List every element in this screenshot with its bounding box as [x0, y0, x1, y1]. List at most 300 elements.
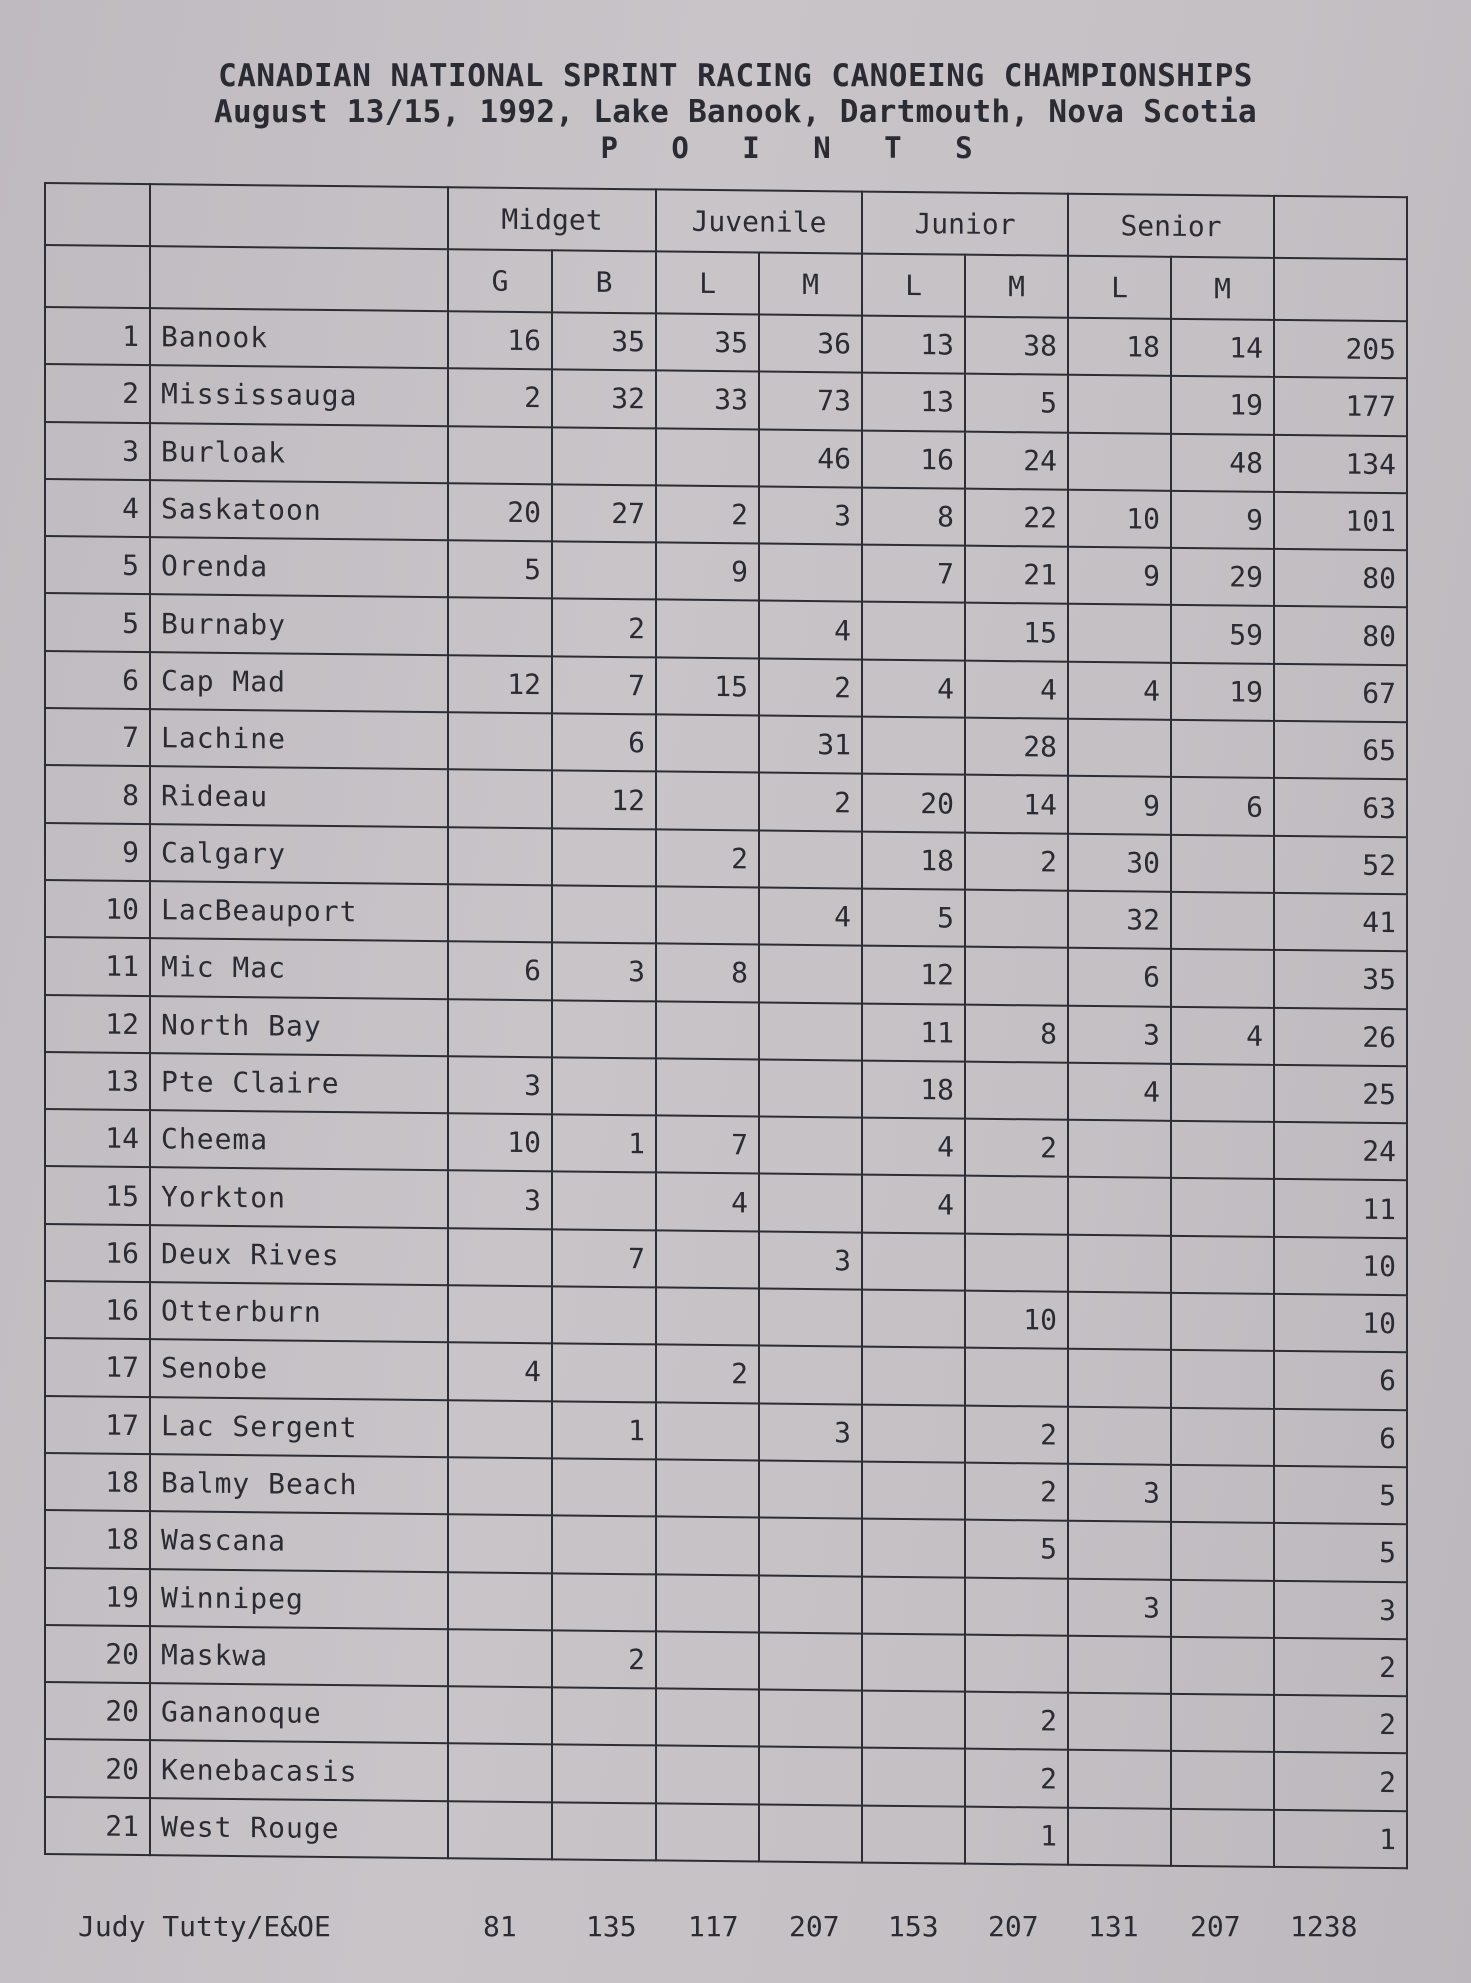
total-cell: 63: [1274, 778, 1407, 837]
score-cell: 2: [965, 1749, 1068, 1807]
score-cell: 2: [759, 773, 862, 831]
total-cell: 5: [1274, 1523, 1407, 1582]
score-cell: 46: [759, 429, 862, 487]
score-cell: [552, 1745, 656, 1803]
rank-cell: 20: [45, 1682, 150, 1740]
points-table: [44, 182, 1408, 1869]
score-cell: [1171, 1236, 1274, 1294]
score-cell: [1068, 1693, 1171, 1751]
footer-total: 207: [1190, 1910, 1241, 1943]
total-cell: 10: [1274, 1237, 1407, 1296]
score-cell: [759, 1002, 862, 1060]
score-cell: 4: [1171, 1006, 1274, 1064]
club-name-cell: Orenda: [150, 537, 448, 597]
score-cell: 59: [1171, 605, 1274, 663]
score-cell: 10: [1068, 490, 1171, 548]
score-cell: 3: [1068, 1464, 1171, 1522]
score-cell: 19: [1171, 376, 1274, 434]
score-cell: 19: [1171, 663, 1274, 721]
score-cell: 3: [448, 1171, 552, 1229]
score-cell: 4: [656, 1173, 759, 1231]
score-cell: 20: [862, 774, 965, 832]
score-cell: [656, 1574, 759, 1632]
total-cell: 2: [1274, 1638, 1407, 1697]
score-cell: 4: [759, 887, 862, 945]
total-cell: 52: [1274, 836, 1407, 895]
score-cell: [759, 1575, 862, 1633]
total-cell: 2: [1274, 1752, 1407, 1811]
score-cell: [656, 1001, 759, 1059]
score-cell: [1068, 1750, 1171, 1808]
footer-author: Judy Tutty/E&OE: [78, 1910, 331, 1943]
score-cell: 6: [552, 713, 656, 771]
score-cell: [965, 1348, 1068, 1406]
score-cell: 48: [1171, 433, 1274, 491]
score-cell: 8: [965, 1004, 1068, 1062]
score-cell: [862, 1347, 965, 1405]
score-cell: 7: [552, 1229, 656, 1287]
score-cell: 27: [552, 484, 656, 542]
club-name-cell: Maskwa: [150, 1626, 448, 1686]
score-cell: [1068, 375, 1171, 433]
score-cell: [656, 1803, 759, 1861]
empty-cell: [1274, 258, 1407, 321]
score-cell: 16: [862, 430, 965, 488]
score-cell: 24: [965, 431, 1068, 489]
club-name-cell: Rideau: [150, 766, 448, 826]
footer-total: 131: [1088, 1910, 1139, 1943]
rank-cell: 21: [45, 1797, 150, 1855]
score-cell: 2: [965, 832, 1068, 890]
score-cell: [552, 1573, 656, 1631]
score-cell: [552, 1000, 656, 1058]
score-cell: 4: [862, 1175, 965, 1233]
score-cell: [552, 1458, 656, 1516]
score-cell: 22: [965, 489, 1068, 547]
title-points: P O I N T S: [600, 131, 991, 165]
score-cell: [1171, 1694, 1274, 1752]
score-cell: [862, 602, 965, 660]
club-name-cell: Balmy Beach: [150, 1454, 448, 1514]
score-cell: 35: [656, 313, 759, 371]
club-name-cell: Mic Mac: [150, 938, 448, 998]
score-cell: [1171, 1579, 1274, 1637]
score-cell: [1171, 1637, 1274, 1695]
score-cell: [656, 714, 759, 772]
score-cell: [448, 827, 552, 885]
score-cell: [759, 1747, 862, 1805]
empty-cell: [45, 245, 150, 308]
score-cell: [965, 890, 1068, 948]
score-cell: 4: [1068, 662, 1171, 720]
category-juvenile: Juvenile: [656, 189, 862, 253]
score-cell: 21: [965, 546, 1068, 604]
subheader-cell: L: [656, 251, 759, 314]
subheader-cell: L: [862, 254, 965, 317]
score-cell: [1068, 1406, 1171, 1464]
score-cell: 13: [862, 316, 965, 374]
score-cell: [1171, 1121, 1274, 1179]
score-cell: 30: [1068, 833, 1171, 891]
score-cell: 35: [552, 312, 656, 370]
score-cell: 8: [656, 944, 759, 1002]
score-cell: [1068, 1292, 1171, 1350]
score-cell: [1068, 1807, 1171, 1865]
score-cell: [862, 1576, 965, 1634]
score-cell: [448, 999, 552, 1057]
rank-cell: 5: [45, 593, 150, 651]
score-cell: [656, 772, 759, 830]
club-name-cell: Mississauga: [150, 365, 448, 425]
score-cell: [448, 770, 552, 828]
score-cell: 2: [656, 829, 759, 887]
club-name-cell: LacBeauport: [150, 881, 448, 941]
score-cell: [862, 1805, 965, 1863]
club-name-cell: Burnaby: [150, 595, 448, 655]
total-cell: 177: [1274, 377, 1407, 436]
score-cell: 4: [1068, 1063, 1171, 1121]
club-name-cell: Gananoque: [150, 1683, 448, 1743]
score-cell: [552, 1802, 656, 1860]
score-cell: 36: [759, 314, 862, 372]
score-cell: [759, 830, 862, 888]
club-name-cell: Yorkton: [150, 1168, 448, 1228]
score-cell: [448, 1400, 552, 1458]
score-cell: [1171, 1809, 1274, 1867]
subheader-cell: M: [1171, 257, 1274, 320]
club-name-cell: Cap Mad: [150, 652, 448, 712]
total-cell: 35: [1274, 950, 1407, 1009]
score-cell: 3: [759, 486, 862, 544]
rank-cell: 13: [45, 1052, 150, 1110]
club-name-cell: Burloak: [150, 423, 448, 483]
score-cell: [552, 1516, 656, 1574]
total-cell: 205: [1274, 320, 1407, 379]
score-cell: 15: [656, 657, 759, 715]
score-cell: [656, 886, 759, 944]
footer-totals: [0, 1910, 1471, 1950]
score-cell: [1068, 1349, 1171, 1407]
score-cell: 13: [862, 373, 965, 431]
score-cell: 33: [656, 371, 759, 429]
score-cell: 4: [965, 660, 1068, 718]
score-cell: [1068, 1636, 1171, 1694]
score-cell: 38: [965, 317, 1068, 375]
score-cell: [1171, 1407, 1274, 1465]
score-cell: [759, 1346, 862, 1404]
club-name-cell: Pte Claire: [150, 1053, 448, 1113]
score-cell: [656, 1459, 759, 1517]
empty-cell: [45, 183, 150, 246]
club-name-cell: Winnipeg: [150, 1569, 448, 1629]
score-cell: [656, 1058, 759, 1116]
total-cell: 6: [1274, 1409, 1407, 1468]
score-cell: [759, 1518, 862, 1576]
score-cell: [656, 1746, 759, 1804]
club-name-cell: West Rouge: [150, 1798, 448, 1858]
score-cell: [1068, 1120, 1171, 1178]
score-cell: 9: [1068, 776, 1171, 834]
category-junior: Junior: [862, 192, 1068, 256]
score-cell: [552, 828, 656, 886]
rank-cell: 17: [45, 1396, 150, 1454]
score-cell: [862, 1404, 965, 1462]
rank-cell: 20: [45, 1625, 150, 1683]
score-cell: 2: [965, 1463, 1068, 1521]
score-cell: 3: [759, 1403, 862, 1461]
score-cell: [1171, 1293, 1274, 1351]
score-cell: 2: [656, 1345, 759, 1403]
score-cell: [965, 1233, 1068, 1291]
score-cell: [448, 1514, 552, 1572]
score-cell: [448, 598, 552, 656]
score-cell: [1171, 1465, 1274, 1523]
score-cell: 12: [862, 946, 965, 1004]
club-name-cell: Lac Sergent: [150, 1397, 448, 1457]
category-midget: Midget: [448, 187, 656, 251]
total-cell: 11: [1274, 1179, 1407, 1238]
score-cell: [448, 1228, 552, 1286]
score-cell: 20: [448, 483, 552, 541]
score-cell: [862, 1462, 965, 1520]
subheader-cell: M: [759, 252, 862, 315]
score-cell: [759, 1804, 862, 1862]
score-cell: [656, 1402, 759, 1460]
score-cell: 4: [862, 1118, 965, 1176]
score-cell: [759, 1117, 862, 1175]
rank-cell: 11: [45, 937, 150, 995]
score-cell: 10: [448, 1113, 552, 1171]
score-cell: [448, 1744, 552, 1802]
total-cell: 80: [1274, 549, 1407, 608]
score-cell: [862, 1748, 965, 1806]
score-cell: 6: [448, 941, 552, 999]
score-cell: 12: [448, 655, 552, 713]
total-cell: 5: [1274, 1466, 1407, 1525]
score-cell: 9: [656, 543, 759, 601]
footer-total: 153: [888, 1910, 939, 1943]
score-cell: 2: [552, 1630, 656, 1688]
empty-cell: [1274, 196, 1407, 259]
rank-cell: 10: [45, 880, 150, 938]
score-cell: [862, 1290, 965, 1348]
score-cell: 3: [448, 1056, 552, 1114]
total-cell: 65: [1274, 721, 1407, 780]
subheader-cell: M: [965, 255, 1068, 318]
score-cell: [1171, 720, 1274, 778]
total-cell: 80: [1274, 606, 1407, 665]
footer-total: 207: [789, 1910, 840, 1943]
score-cell: [448, 1457, 552, 1515]
club-name-cell: Saskatoon: [150, 480, 448, 540]
score-cell: [448, 426, 552, 484]
score-cell: 5: [448, 540, 552, 598]
score-cell: 18: [1068, 318, 1171, 376]
score-cell: 4: [448, 1343, 552, 1401]
rank-cell: 12: [45, 995, 150, 1053]
club-name-cell: Banook: [150, 308, 448, 368]
footer-total: 135: [586, 1910, 637, 1943]
score-cell: [1171, 1064, 1274, 1122]
score-cell: 2: [448, 369, 552, 427]
total-cell: 3: [1274, 1580, 1407, 1639]
rank-cell: 18: [45, 1453, 150, 1511]
club-name-cell: Otterburn: [150, 1282, 448, 1342]
document-header: [0, 58, 1471, 166]
score-cell: [1171, 892, 1274, 950]
score-cell: 4: [862, 659, 965, 717]
score-cell: [552, 1344, 656, 1402]
club-name-cell: North Bay: [150, 996, 448, 1056]
rank-cell: 2: [45, 364, 150, 422]
rank-cell: 14: [45, 1109, 150, 1167]
score-cell: [862, 1633, 965, 1691]
score-cell: [656, 428, 759, 486]
score-cell: [552, 1172, 656, 1230]
title-line-2: August 13/15, 1992, Lake Banook, Dartmouth, Nova Scotia: [214, 94, 1257, 130]
rank-cell: 8: [45, 765, 150, 823]
score-cell: [552, 1057, 656, 1115]
total-cell: 10: [1274, 1294, 1407, 1353]
score-cell: [448, 712, 552, 770]
score-cell: 7: [656, 1116, 759, 1174]
rank-cell: 4: [45, 479, 150, 537]
rank-cell: 16: [45, 1281, 150, 1339]
score-cell: 14: [965, 775, 1068, 833]
club-name-cell: Senobe: [150, 1339, 448, 1399]
empty-cell: [150, 184, 448, 249]
footer-total: 207: [988, 1910, 1039, 1943]
club-name-cell: Calgary: [150, 824, 448, 884]
score-cell: [759, 1174, 862, 1232]
score-cell: [1171, 949, 1274, 1007]
score-cell: 73: [759, 372, 862, 430]
total-cell: 1: [1274, 1810, 1407, 1869]
score-cell: [448, 1801, 552, 1859]
category-senior: Senior: [1068, 194, 1274, 258]
total-cell: 134: [1274, 434, 1407, 493]
total-cell: 101: [1274, 492, 1407, 551]
score-cell: 2: [965, 1405, 1068, 1463]
score-cell: [1068, 1177, 1171, 1235]
score-cell: 11: [862, 1003, 965, 1061]
score-cell: [552, 1687, 656, 1745]
score-cell: 16: [448, 311, 552, 369]
score-cell: [1068, 1234, 1171, 1292]
score-cell: 18: [862, 1060, 965, 1118]
title-line-1: CANADIAN NATIONAL SPRINT RACING CANOEING CHAMPIONSHIPS: [218, 58, 1253, 94]
score-cell: [656, 1689, 759, 1747]
score-cell: [965, 1577, 1068, 1635]
score-cell: 6: [1068, 948, 1171, 1006]
rank-cell: 7: [45, 708, 150, 766]
score-cell: 1: [552, 1401, 656, 1459]
score-cell: 4: [759, 601, 862, 659]
total-cell: 67: [1274, 664, 1407, 723]
score-cell: 9: [1068, 547, 1171, 605]
score-cell: [552, 542, 656, 600]
rank-cell: 20: [45, 1739, 150, 1797]
score-cell: 15: [965, 603, 1068, 661]
score-cell: [759, 945, 862, 1003]
rank-cell: 15: [45, 1166, 150, 1224]
rank-cell: 6: [45, 651, 150, 709]
score-cell: [552, 1286, 656, 1344]
score-cell: 2: [759, 658, 862, 716]
footer-grand-total: 1238: [1290, 1910, 1358, 1943]
club-name-cell: Deux Rives: [150, 1225, 448, 1285]
score-cell: 10: [965, 1291, 1068, 1349]
total-cell: 41: [1274, 893, 1407, 952]
score-cell: [759, 1059, 862, 1117]
score-cell: [656, 1287, 759, 1345]
rank-cell: 16: [45, 1224, 150, 1282]
score-cell: [1068, 719, 1171, 777]
score-cell: [656, 1517, 759, 1575]
total-cell: 25: [1274, 1065, 1407, 1124]
score-cell: 12: [552, 771, 656, 829]
score-cell: [1171, 834, 1274, 892]
score-cell: [1171, 1751, 1274, 1809]
footer-total: 117: [688, 1910, 739, 1943]
score-cell: 6: [1171, 777, 1274, 835]
score-cell: 3: [552, 943, 656, 1001]
score-cell: [552, 885, 656, 943]
score-cell: 3: [759, 1231, 862, 1289]
score-cell: 5: [862, 889, 965, 947]
score-cell: 7: [552, 656, 656, 714]
points-table-body: [45, 183, 1407, 1868]
score-cell: 31: [759, 716, 862, 774]
score-cell: 1: [552, 1114, 656, 1172]
score-cell: [448, 1572, 552, 1630]
club-name-cell: Lachine: [150, 709, 448, 769]
score-cell: 32: [1068, 891, 1171, 949]
score-cell: [1068, 1521, 1171, 1579]
score-cell: [1068, 604, 1171, 662]
score-cell: [965, 1634, 1068, 1692]
score-cell: 7: [862, 545, 965, 603]
total-cell: 24: [1274, 1122, 1407, 1181]
score-cell: 18: [862, 831, 965, 889]
score-cell: [759, 1632, 862, 1690]
score-cell: 2: [965, 1692, 1068, 1750]
score-cell: [965, 947, 1068, 1005]
score-cell: [1171, 1350, 1274, 1408]
rank-cell: 1: [45, 307, 150, 365]
score-cell: 1: [965, 1806, 1068, 1864]
score-cell: [448, 1285, 552, 1343]
subheader-cell: L: [1068, 256, 1171, 319]
score-cell: [448, 1686, 552, 1744]
score-cell: [965, 1062, 1068, 1120]
score-cell: 2: [656, 485, 759, 543]
score-cell: 3: [1068, 1005, 1171, 1063]
subheader-cell: B: [552, 250, 656, 313]
score-cell: [759, 544, 862, 602]
rank-cell: 9: [45, 823, 150, 881]
score-cell: [448, 1629, 552, 1687]
score-cell: [656, 600, 759, 658]
score-cell: 5: [965, 374, 1068, 432]
score-cell: 29: [1171, 548, 1274, 606]
score-cell: [862, 1519, 965, 1577]
score-cell: 3: [1068, 1578, 1171, 1636]
score-cell: [448, 884, 552, 942]
score-cell: [656, 1230, 759, 1288]
club-name-cell: Kenebacasis: [150, 1741, 448, 1801]
score-cell: 14: [1171, 319, 1274, 377]
